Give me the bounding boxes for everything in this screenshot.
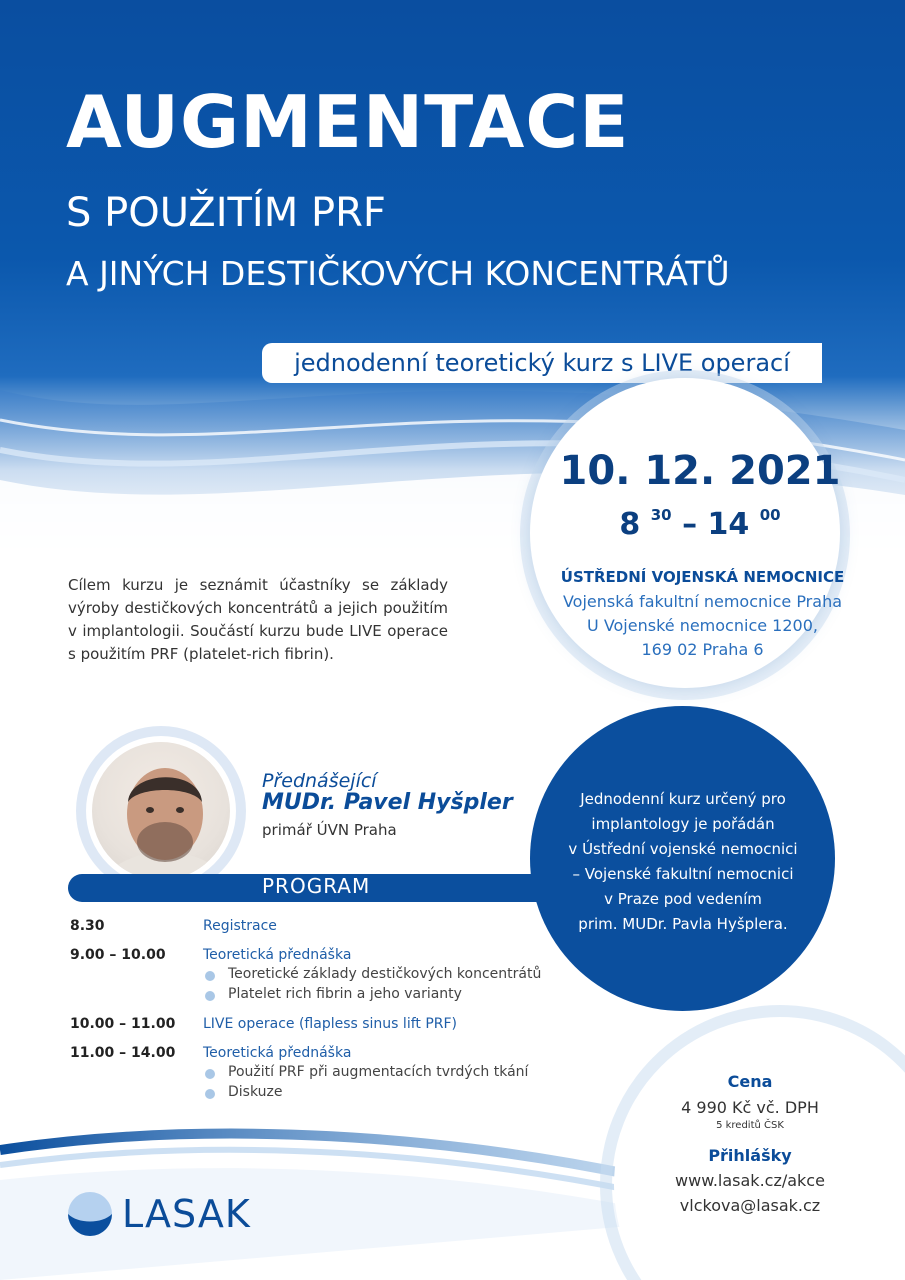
info-line: prim. MUDr. Pavla Hyšplera.	[578, 915, 788, 933]
program-time: 9.00 – 10.00	[70, 947, 166, 963]
event-time	[520, 506, 880, 542]
info-circle	[530, 706, 835, 1011]
time-end-min: 00	[759, 506, 781, 524]
registration-web-link[interactable]: www.lasak.cz/akce	[675, 1171, 825, 1190]
price-amount: 4 990 Kč vč. DPH	[681, 1098, 819, 1117]
lasak-logo-icon	[66, 1190, 114, 1238]
bullet-icon	[205, 1069, 215, 1079]
venue-line: 169 02 Praha 6	[641, 640, 764, 659]
registration-email-link[interactable]: vlckova@lasak.cz	[679, 1196, 821, 1215]
bullet-icon	[205, 971, 215, 981]
time-end-hour: 14	[707, 507, 750, 542]
speaker-role: Přednášející	[262, 770, 377, 792]
program-time: 11.00 – 14.00	[70, 1045, 176, 1061]
speaker-name: MUDr. Pavel Hyšpler	[262, 790, 513, 815]
time-separator: –	[682, 507, 698, 542]
program-label: PROGRAM	[262, 874, 371, 898]
program-subitem: Diskuze	[228, 1084, 283, 1100]
program-subitem: Teoretické základy destičkových koncentrátů	[228, 966, 542, 982]
time-start-min: 30	[650, 506, 672, 524]
info-line: Jednodenní kurz určený pro	[580, 790, 786, 808]
lasak-logo	[66, 1190, 251, 1238]
time-start-hour: 8	[619, 507, 641, 542]
info-line: v Praze pod vedením	[604, 890, 762, 908]
event-date: 10. 12. 2021	[559, 448, 841, 494]
title-subtitle-2: A JINÝCH DESTIČKOVÝCH KONCENTRÁTŮ	[66, 254, 730, 293]
venue-name: ÚSTŘEDNÍ VOJENSKÁ NEMOCNICE	[560, 568, 845, 586]
price-credits: 5 kreditů ČSK	[716, 1120, 784, 1131]
intro-text: Cílem kurzu je seznámit účastníky se základy výroby destičkových koncentrátů a jejich použitím v implantologii. Součástí kurzu bude LIVE operace s použitím PRF (platelet-rich fibrin).	[68, 576, 448, 663]
program-time: 10.00 – 11.00	[70, 1016, 176, 1032]
price-heading: Cena	[727, 1072, 773, 1091]
program-time: 8.30	[70, 918, 105, 934]
info-line: implantology je pořádán	[591, 815, 775, 833]
program-subitem: Platelet rich fibrin a jeho varianty	[228, 986, 462, 1002]
speaker-title: primář ÚVN Praha	[262, 821, 397, 839]
registration-heading: Přihlášky	[708, 1146, 792, 1165]
program-item: Teoretická přednáška	[203, 1045, 352, 1061]
program-item: LIVE operace (flapless sinus lift PRF)	[203, 1016, 458, 1032]
info-line: v Ústřední vojenské nemocnici	[568, 840, 798, 858]
program-item: Teoretická přednáška	[203, 947, 352, 963]
program-subitem: Použití PRF při augmentacích tvrdých tkání	[228, 1064, 529, 1080]
tagline-pill	[262, 343, 822, 383]
speaker-photo	[88, 738, 234, 884]
venue-line: U Vojenské nemocnice 1200,	[587, 616, 818, 635]
venue-line: Vojenská fakultní nemocnice Praha	[562, 592, 843, 611]
info-line: – Vojenské fakultní nemocnici	[572, 865, 794, 883]
title-subtitle-1: S POUŽITÍM PRF	[66, 190, 386, 236]
bullet-icon	[205, 991, 215, 1001]
lasak-logo-text: LASAK	[122, 1192, 251, 1236]
program-item: Registrace	[203, 918, 277, 934]
tagline-text: jednodenní teoretický kurz s LIVE operací	[294, 349, 790, 377]
title-main: AUGMENTACE	[66, 80, 630, 164]
